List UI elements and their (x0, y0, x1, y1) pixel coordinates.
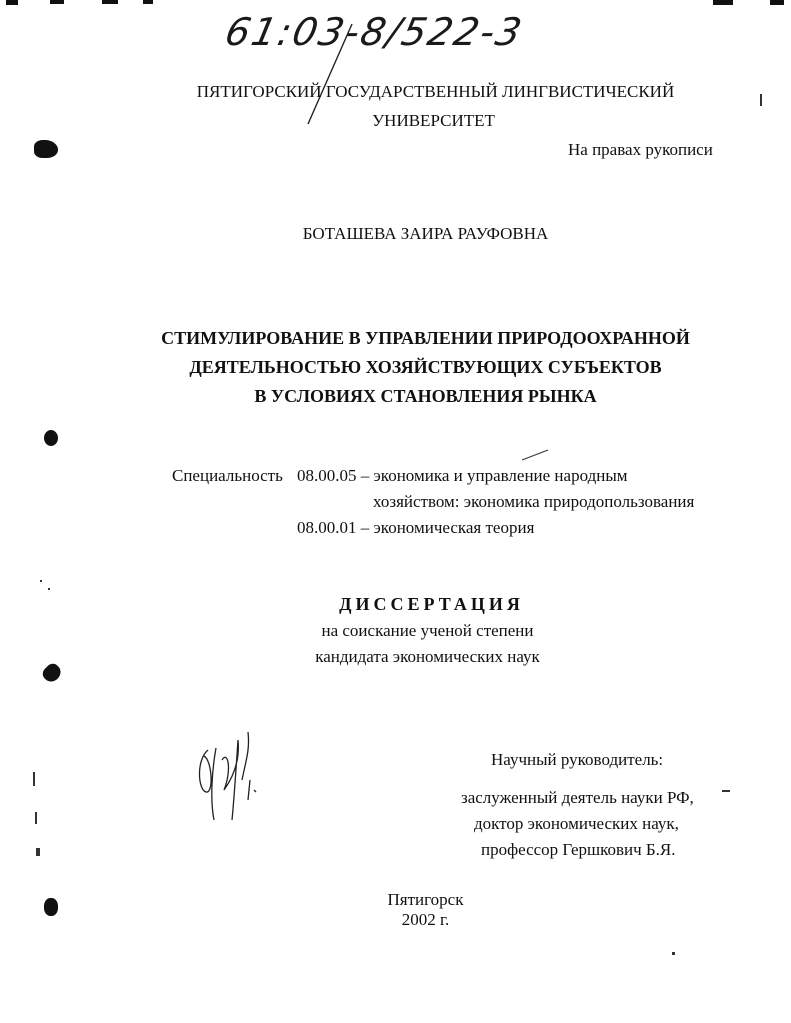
dissertation-heading: ДИССЕРТАЦИЯ (339, 594, 524, 614)
punch-hole-1 (34, 140, 58, 158)
punch-hole-4 (44, 898, 58, 916)
scan-speck (33, 772, 35, 786)
scan-speck (760, 94, 762, 106)
supervisor-name: профессор Гершкович Б.Я. (481, 840, 676, 859)
scan-speck (672, 952, 675, 955)
archive-handwritten-mark: 61:03-8/522-3 (221, 10, 528, 54)
dissertation-title-line1: СТИМУЛИРОВАНИЕ В УПРАВЛЕНИИ ПРИРОДООХРАННОЙ (161, 328, 690, 348)
supervisor-label: Научный руководитель: (491, 750, 664, 769)
year: 2002 г. (401, 910, 450, 929)
specialty-code-1-continued: хозяйством: экономика природопользования (373, 492, 695, 511)
scan-mark-top-5 (713, 0, 733, 5)
scan-speck (48, 588, 50, 590)
university-name-line2: УНИВЕРСИТЕТ (372, 111, 495, 130)
punch-hole-2 (44, 430, 58, 446)
scan-mark-top-3 (102, 0, 118, 4)
scan-mark-top-4 (143, 0, 153, 4)
scan-speck (35, 812, 37, 824)
specialty-label: Специальность (172, 466, 283, 485)
city: Пятигорск (387, 890, 464, 909)
scan-mark-top-1 (6, 0, 18, 5)
dissertation-title-line2: ДЕЯТЕЛЬНОСТЬЮ ХОЗЯЙСТВУЮЩИХ СУБЪЕКТОВ (189, 357, 662, 377)
author-name: БОТАШЕВА ЗАИРА РАУФОВНА (302, 224, 549, 243)
specialty-code-2: 08.00.01 – экономическая теория (297, 518, 535, 537)
scan-speck (722, 790, 730, 792)
degree-line1: на соискание ученой степени (321, 621, 534, 640)
dissertation-title-line3: В УСЛОВИЯХ СТАНОВЛЕНИЯ РЫНКА (254, 386, 597, 406)
scan-mark-top-2 (50, 0, 64, 4)
specialty-code-1: 08.00.05 – экономика и управление народным (297, 466, 628, 485)
university-name-line1: ПЯТИГОРСКИЙ ГОСУДАРСТВЕННЫЙ ЛИНГВИСТИЧЕСКИЙ (196, 82, 675, 101)
scan-speck (40, 580, 42, 582)
handwritten-signature (188, 720, 268, 830)
manuscript-rights-note: На правах рукописи (568, 140, 713, 159)
pen-tick (520, 448, 550, 462)
supervisor-title-line1: заслуженный деятель науки РФ, (461, 788, 694, 807)
scan-mark-top-6 (770, 0, 784, 5)
degree-line2: кандидата экономических наук (315, 647, 540, 666)
supervisor-title-line2: доктор экономических наук, (474, 814, 679, 833)
scan-speck (36, 848, 40, 856)
